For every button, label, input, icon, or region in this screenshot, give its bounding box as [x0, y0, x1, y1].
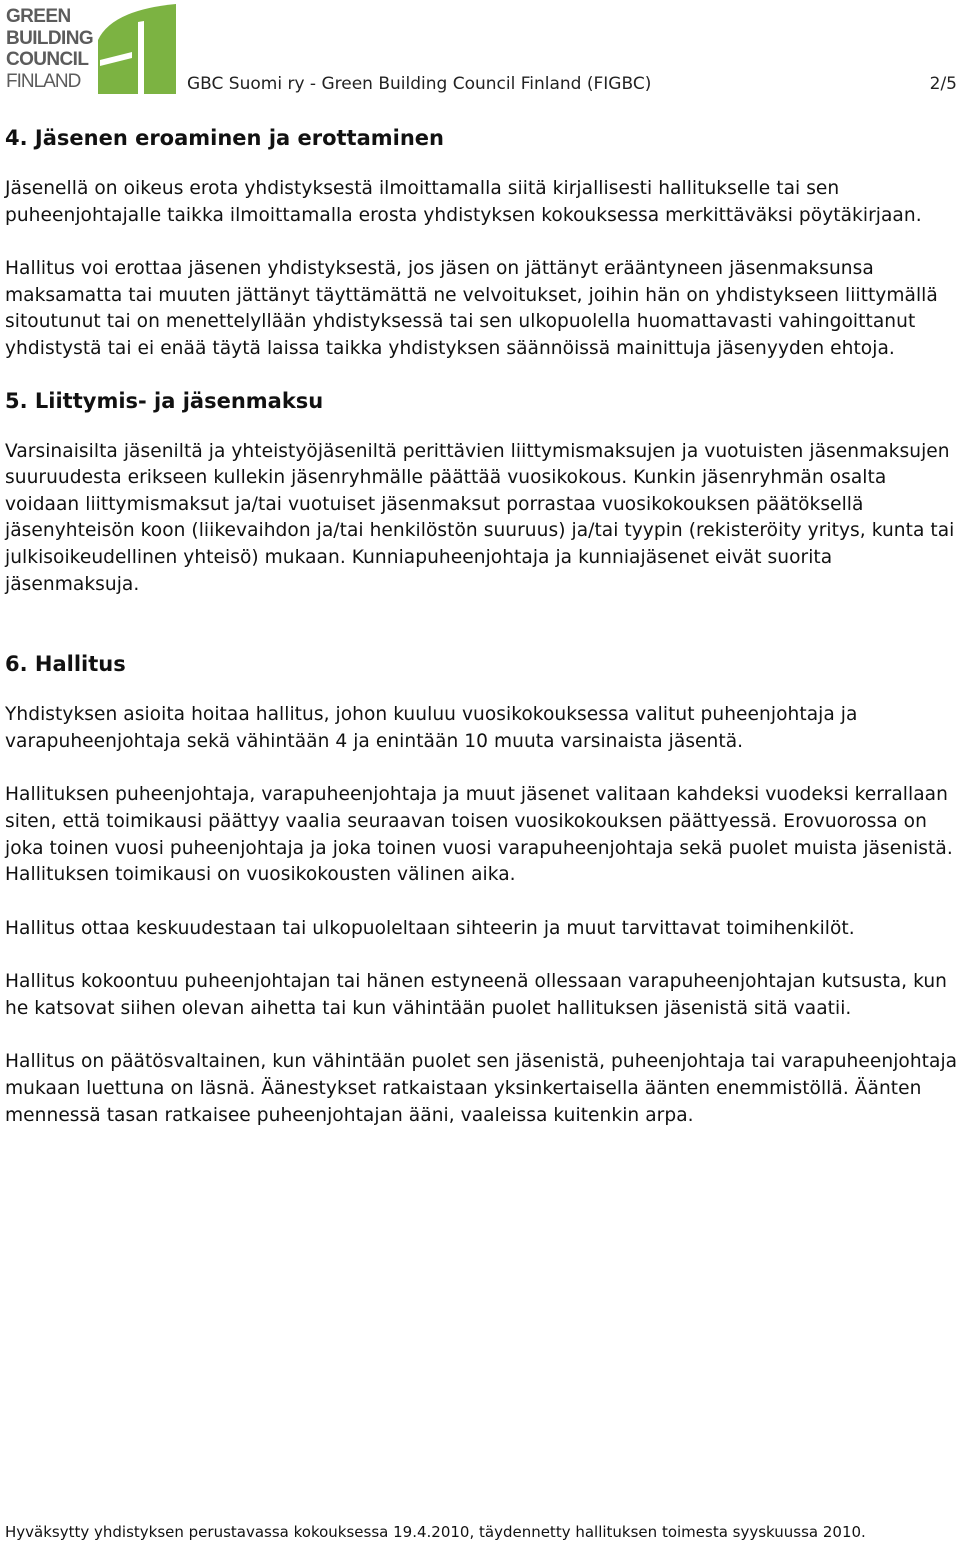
paragraph: Jäsenellä on oikeus erota yhdistyksestä ilmoittamalla siitä kirjallisesti hallitukselle tai sen puheenjohtajalle taikka ilmoittamalla erosta yhdistyksen kokouksessa merkittäväksi pöytäkirjaan.	[5, 178, 922, 226]
page-number: 2/5	[929, 74, 957, 94]
paragraph: Yhdistyksen asioita hoitaa hallitus, johon kuuluu vuosikokouksessa valitut puheenjohtaja ja varapuheenjohtaja sekä vähintään 4 ja enintään 10 muuta varsinaista jäsentä.	[5, 704, 858, 752]
logo-line: COUNCIL	[6, 49, 89, 70]
logo-line: BUILDING	[6, 27, 94, 49]
leaf-emblem-icon	[92, 2, 178, 94]
section-heading: 4. Jäsenen eroaminen ja erottaminen	[5, 126, 444, 150]
section-heading: 6. Hallitus	[5, 652, 126, 677]
logo-line: FINLAND	[6, 70, 81, 92]
logo-line: GREEN	[6, 6, 71, 27]
paragraph: Varsinaisilta jäseniltä ja yhteistyöjäseniltä perittävien liittymismaksujen ja vuotuisten jäsenmaksujen suuruudesta erikseen kullekin jäsenryhmälle päättää vuosikokous. Kunkin jäsenryhmän osalta voidaan liittymismaksut ja/tai vuotuiset jäsenmaksut porrastaa vuosikokouksen päätöksellä jäsenyhteisön koon (liikevaihdon ja/tai henkilöstön suuruus) ja/tai tyypin (rekisteröity yritys, kunta tai julkisoikeudellinen yhteisö) mukaan. Kunniapuheenjohtaja ja kunniajäsenet eivät suorita jäsenmaksuja.	[5, 440, 955, 595]
document-header-title: GBC Suomi ry - Green Building Council Finland (FIGBC)	[187, 74, 652, 94]
paragraph: Hallitus ottaa keskuudestaan tai ulkopuoleltaan sihteerin ja muut tarvittavat toimihenkilöt.	[5, 917, 855, 939]
section-heading: 5. Liittymis- ja jäsenmaksu	[5, 388, 324, 413]
document-footer: Hyväksytty yhdistyksen perustavassa kokouksessa 19.4.2010, täydennetty hallituksen toimesta syyskuussa 2010.	[5, 1523, 866, 1541]
document-body	[5, 122, 960, 1129]
paragraph: Hallitus kokoontuu puheenjohtajan tai hänen estyneenä ollessaan varapuheenjohtajan kutsusta, kun he katsovat siihen olevan aihetta tai kun vähintään puolet hallituksen jäsenistä sitä vaatii.	[5, 971, 948, 1019]
gbc-finland-logo	[6, 2, 176, 94]
paragraph: Hallituksen puheenjohtaja, varapuheenjohtaja ja muut jäsenet valitaan kahdeksi vuodeksi kerrallaan siten, että toimikausi päättyy vaalia seuraavan toisen vuosikokouksen päättyessä. Erovuorossa on joka toinen vuosi puheenjohtaja ja joka toinen vuosi varapuheenjohtaja sekä puolet muista jäsenistä. Hallituksen toimikausi on vuosikokousten välinen aika.	[5, 784, 953, 886]
paragraph: Hallitus on päätösvaltainen, kun vähintään puolet sen jäsenistä, puheenjohtaja tai varapuheenjohtaja mukaan luettuna on läsnä. Äänestykset ratkaistaan yksinkertaisella äänten enemmistöllä. Äänten mennessä tasan ratkaisee puheenjohtajan ääni, vaaleissa kuitenkin arpa.	[5, 1051, 958, 1126]
logo-wordmark	[6, 6, 93, 92]
paragraph: Hallitus voi erottaa jäsenen yhdistyksestä, jos jäsen on jättänyt erääntyneen jäsenmaksunsa maksamatta tai muuten jättänyt täyttämättä ne velvoitukset, joihin hän on yhdistykseen liittymällä sitoutunut tai on menettelyllään yhdistyksessä tai sen ulkopuolella huomattavasti vahingoittanut yhdistystä tai ei enää täytä laissa taikka yhdistyksen säännöissä mainittuja jäsenyyden ehtoja.	[5, 258, 938, 359]
